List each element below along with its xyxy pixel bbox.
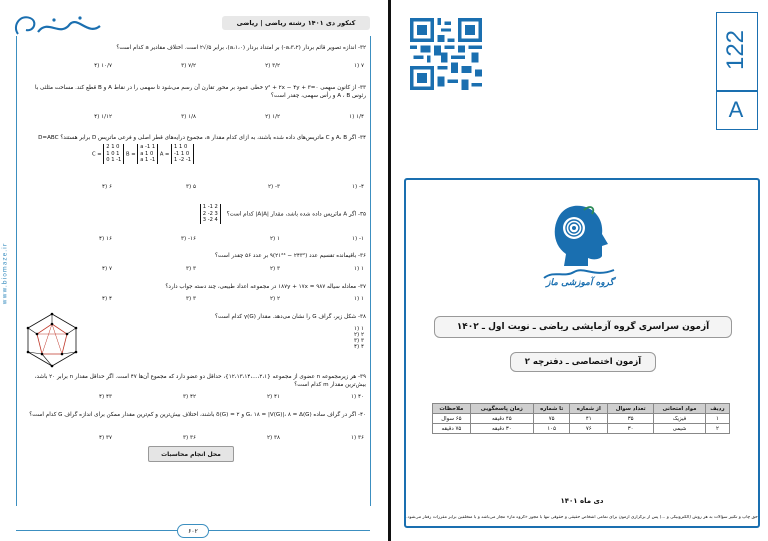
table-cell: شیمی: [654, 424, 706, 434]
table-header: ملاحظات: [433, 404, 471, 414]
question-35-options: [28, 236, 364, 242]
question-34-text: ۳۴- اگر A، B و C ماتریس‌های داده شده باشند، به ازای کدام مقدار a، مجموع درایه‌های قطر اصلی و فرعی ماتریس D برابر هستند؟ D=ABC: [38, 135, 366, 141]
option[interactable]: ۲ (۲: [354, 332, 364, 338]
option[interactable]: ۱/۴ (۱: [349, 114, 364, 120]
question-34-options: [28, 184, 364, 190]
option[interactable]: ۱۶- (۳: [180, 236, 196, 242]
matrix-a: 1 1 0 -1 1 0 1 -2 -1: [171, 144, 194, 164]
option[interactable]: ۴ (۴: [354, 344, 364, 350]
copyright-notice: حق چاپ و تکثیر سؤالات به هر روش (الکترونیکی و ...) پس از برگزاری آزمون برای تمامی اشخاص حقیقی و حقوقی تنها با مجوز «گروه ماز» مجاز می‌باشد و با متخلفین برابر مقررات رفتار می‌شود.: [406, 515, 758, 520]
question-33: ۳۳- از کانون سهمی ۰=y² + ۲x − ۴y + ۳ خطی عمود بر محور تقارن آن رسم می‌شود تا سهمی را در نقاط A و B قطع کند. مساحت مثلثی با رئوس A ، B و رأس سهمی، چقدر است؟: [35, 85, 366, 99]
brand-name: گروه آموزشی ماز: [546, 278, 614, 288]
question-38: ۳۸- شکل زیر، گراف G را نشان می‌دهد. مقدار γ(G) کدام است؟: [214, 314, 366, 320]
table-header: تعداد سوال: [608, 404, 654, 414]
option[interactable]: ۴۳ (۴: [99, 394, 112, 400]
option[interactable]: ۱/۲ (۲: [265, 114, 280, 120]
option[interactable]: ۳- (۲: [267, 184, 280, 190]
option[interactable]: ۷/۲ (۳: [181, 63, 196, 69]
booklet-code: [716, 12, 756, 88]
table-cell: ۳۰ دقیقه: [470, 424, 533, 434]
option[interactable]: ۱/۸ (۳: [181, 114, 196, 120]
page-number: ۶۰۲: [177, 524, 209, 538]
matrix-b-label: B =: [126, 151, 136, 158]
head-silhouette-icon: [534, 200, 624, 280]
option[interactable]: ۱ (۱: [354, 326, 364, 332]
option[interactable]: ۵ (۳: [186, 184, 196, 190]
option[interactable]: ۶ (۴: [102, 184, 112, 190]
option[interactable]: ۴۲ (۳: [183, 394, 196, 400]
option[interactable]: ۱ (۲: [270, 236, 280, 242]
side-url: www.biomaze.ir: [1, 242, 9, 305]
question-32-options: [28, 63, 364, 69]
question-37-options: [28, 296, 364, 302]
question-36: ۳۶- باقیمانده تقسیم عدد (۲۴۳² − ۲۱²⁴)۹ بر عدد ۵۶ چقدر است؟: [214, 253, 366, 259]
option[interactable]: ۳ (۳: [186, 266, 196, 272]
matrix-a-label: A =: [159, 151, 170, 158]
qr-code-icon[interactable]: [410, 18, 482, 90]
question-40: ۴۰- اگر در گراف ساده G، ۱۸ = |V(G)|، ۸ = Δ(G) و ۲ = δ(G) باشند، اختلاف بیش‌ترین و کم‌ترین مقدار ممکن برای اندازه گراف G کدام است؟: [29, 412, 366, 418]
maze-logo-icon: [8, 8, 108, 44]
table-cell: ۱: [705, 414, 729, 424]
exam-date: دی ماه ۱۴۰۱: [560, 497, 604, 505]
option[interactable]: ۱ (۱: [354, 266, 364, 272]
page-divider: [388, 0, 391, 541]
table-header: از شماره: [570, 404, 608, 414]
exam-subtitle: آزمون اختصاصی ـ دفترچه ۲: [510, 352, 656, 372]
question-35-text: ۳۵- اگر A ماتریس داده شده باشد، مقدار |A|A| کدام است؟: [226, 211, 366, 218]
option[interactable]: ۳۶ (۱: [351, 435, 364, 441]
matrix-a-q35: 1 -1 2 2 -2 3 3 -2 4: [200, 204, 221, 224]
question-32: ۳۲- اندازه تصویر قائم بردار (۲،a،۳-) بر امتداد بردار (۰،a،۱)، برابر ۵/√۲ است. اختلاف مقادیر a کدام است؟: [116, 45, 366, 51]
table-header: تا شماره: [533, 404, 570, 414]
option[interactable]: ۷ (۱: [354, 63, 364, 69]
table-cell: ۷۶: [570, 424, 608, 434]
option[interactable]: ۱/۱۲ (۴: [94, 114, 112, 120]
question-35: [22, 204, 366, 230]
option[interactable]: ۳۷ (۴: [99, 435, 112, 441]
question-38-options: [304, 326, 364, 350]
question-33-options: [28, 114, 364, 120]
question-39-options: [28, 394, 364, 400]
option[interactable]: ۲ (۲: [270, 296, 280, 302]
scratch-area-label: محل انجام محاسبات: [148, 446, 234, 462]
table-cell: ۷۵: [533, 414, 570, 424]
hexagon-graph-icon: [22, 310, 82, 370]
table-cell: ۴۵ دقیقه: [470, 414, 533, 424]
question-40-options: [28, 435, 364, 441]
matrix-c: 2 1 0 1 0 1 0 1 -1: [103, 144, 124, 164]
option[interactable]: ۳/۲ (۲: [265, 63, 280, 69]
table-cell: ۲: [705, 424, 729, 434]
table-row: [433, 414, 730, 424]
table-row: [433, 424, 730, 434]
table-cell: ۷۵ دقیقه: [433, 424, 471, 434]
table-header: زمان پاسخگویی: [470, 404, 533, 414]
matrix-b: a -1 1 a 1 0 a 1 -1: [137, 144, 158, 164]
option[interactable]: ۴۰ (۱: [351, 394, 364, 400]
question-37: ۳۷- معادله سیاله ۹۸۷ = ۱۸۷y + ۱۷x در مجموعه اعداد طبیعی، چند دسته جواب دارد؟: [165, 284, 366, 290]
booklet-letter: A: [728, 97, 744, 122]
page-border-right: [370, 36, 371, 506]
option[interactable]: ۳۶ (۳: [183, 435, 196, 441]
option[interactable]: ۷ (۴: [102, 266, 112, 272]
option[interactable]: ۴ (۴: [102, 296, 112, 302]
table-header: مواد امتحانی: [654, 404, 706, 414]
option[interactable]: ۴۱ (۲: [267, 394, 280, 400]
page-border-left: [16, 36, 17, 506]
option[interactable]: ۱۰/۷ (۴: [94, 63, 112, 69]
table-cell: فیزیک: [654, 414, 706, 424]
table-cell: ۶۵ سوال: [433, 414, 471, 424]
option[interactable]: ۴- (۱: [351, 184, 364, 190]
table-header: ردیف: [705, 404, 729, 414]
table-cell: ۴۱: [570, 414, 608, 424]
booklet-code-number: 122: [722, 29, 750, 71]
option[interactable]: ۳۸ (۲: [267, 435, 280, 441]
table-cell: ۳۰: [608, 424, 654, 434]
option[interactable]: ۱ (۱: [354, 296, 364, 302]
option[interactable]: ۳ (۳: [354, 338, 364, 344]
table-cell: ۱۰۵: [533, 424, 570, 434]
page-header-title: کنکور دی ۱۴۰۱ رشته ریاضی | ریاضی: [222, 16, 370, 30]
option[interactable]: ۳ (۲: [270, 266, 280, 272]
question-34: [22, 134, 366, 164]
exam-schedule-table: [432, 403, 730, 434]
option[interactable]: ۳ (۳: [186, 296, 196, 302]
question-36-options: [28, 266, 364, 272]
matrix-c-label: C =: [92, 151, 102, 158]
table-cell: ۳۵: [608, 414, 654, 424]
option[interactable]: ۱۶ (۴: [99, 236, 112, 242]
exam-title: آزمون سراسری گروه آزمایشی ریاضی ـ نوبت اول ـ ۱۴۰۲: [434, 316, 732, 338]
question-39: ۳۹- هر زیرمجموعه n عضوی از مجموعه {۲،۱،...،۱۲،۱۳،۱۴}، حداقل دو عضو دارد که مجموع آن‌ها ۴۷ است. اگر حداقل مقدار n برابر ۲۰ باشد، بیش‌ترین مقدار m کدام است؟: [34, 374, 366, 388]
option[interactable]: ۱- (۱: [351, 236, 364, 242]
table-header-row: [433, 404, 730, 414]
